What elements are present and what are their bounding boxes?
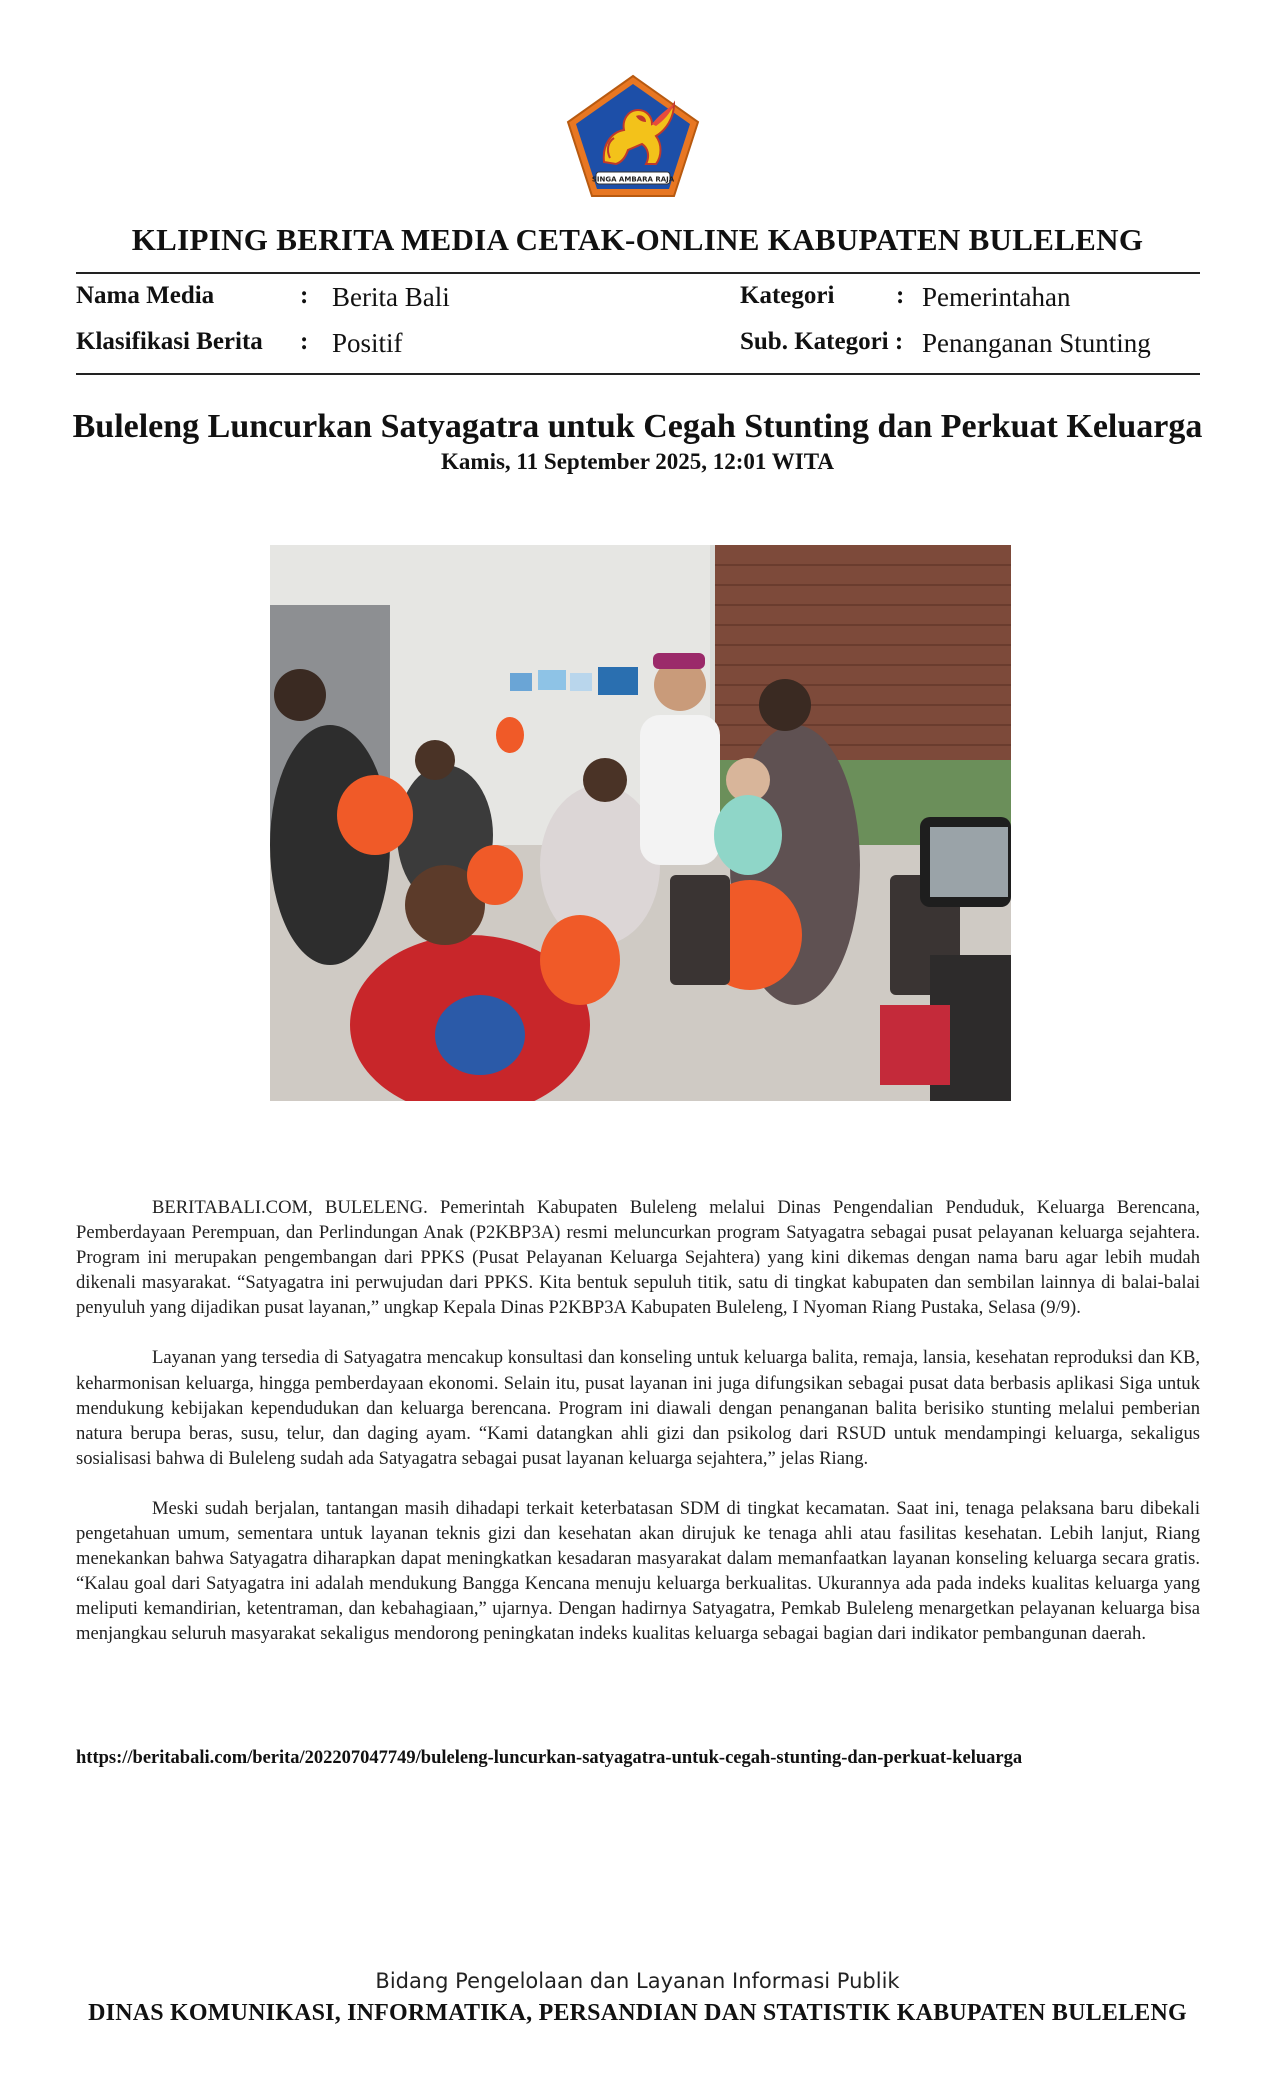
- footer-unit: Bidang Pengelolaan dan Layanan Informasi Publik: [375, 1969, 900, 1993]
- header-divider-top: [76, 272, 1200, 274]
- subcategory-value: Penanganan Stunting: [922, 328, 1151, 358]
- article-photo: [270, 545, 1011, 1101]
- buleleng-regency-emblem-icon: [566, 74, 700, 200]
- category-label: Kategori: [740, 282, 835, 309]
- kliping-title: KLIPING BERITA MEDIA CETAK-ONLINE KABUPATEN BULELENG: [131, 222, 1144, 257]
- media-name-label: Nama Media: [76, 282, 215, 309]
- classification-label: Klasifikasi Berita: [76, 328, 263, 355]
- subcategory-label: Sub. Kategori :: [740, 328, 904, 355]
- emblem-motto: SINGA AMBARA RAJA: [591, 175, 675, 184]
- category-value: Pemerintahan: [922, 282, 1071, 312]
- article-body: [76, 1195, 1200, 1672]
- category-colon: :: [896, 282, 905, 309]
- article-paragraph: BERITABALI.COM, BULELENG. Pemerintah Kabupaten Buleleng melalui Dinas Pengendalian Penduduk, Keluarga Berencana, Pemberdayaan Perempuan, dan Perlindungan Anak (P2KBP3A) resmi meluncurkan program Satyagatra sebagai pusat pelayanan keluarga sejahtera. Program ini merupakan pengembangan dari PPKS (Pusat Pelayanan Keluarga Sejahtera) yang kini dikemas dengan nama baru agar lebih mudah dikenali masyarakat. “Satyagatra ini perwujudan dari PPKS. Kita bentuk sepuluh titik, satu di tingkat kabupaten dan sembilan lainnya di balai-balai penyuluh yang dijadikan pusat layanan,” ungkap Kepala Dinas P2KBP3A Kabupaten Buleleng, I Nyoman Riang Pustaka, Selasa (9/9).: [76, 1197, 1200, 1319]
- header-divider-bottom: [76, 373, 1200, 375]
- media-name-colon: :: [300, 282, 309, 309]
- source-url-link[interactable]: https://beritabali.com/berita/202207047749/buleleng-luncurkan-satyagatra-untuk-cegah-stunting-dan-perkuat-keluarga: [76, 1748, 1023, 1768]
- footer-agency: DINAS KOMUNIKASI, INFORMATIKA, PERSANDIAN DAN STATISTIK KABUPATEN BULELENG: [88, 2000, 1187, 2026]
- article-paragraph: Layanan yang tersedia di Satyagatra mencakup konsultasi dan konseling untuk keluarga balita, remaja, lansia, kesehatan reproduksi dan KB, keharmonisan keluarga, hingga pemberdayaan ekonomi. Selain itu, pusat layanan ini juga difungsikan sebagai pusat data berbasis aplikasi Siga untuk mendukung kebijakan kependudukan dan keluarga berencana. Program ini diawali dengan penanganan balita berisiko stunting melalui pemberian natura berupa beras, susu, telur, dan daging ayam. “Kami datangkan ahli gizi dan psikolog dari RSUD untuk mendampingi keluarga, sekaligus sosialisasi bahwa di Buleleng sudah ada Satyagatra sebagai pusat layanan keluarga sejahtera,” jelas Riang.: [76, 1347, 1200, 1469]
- article-headline: Buleleng Luncurkan Satyagatra untuk Cegah Stunting dan Perkuat Keluarga: [72, 408, 1203, 445]
- classification-value: Positif: [332, 328, 403, 358]
- classification-colon: :: [300, 328, 309, 355]
- media-name-value: Berita Bali: [332, 282, 450, 312]
- article-dateline: Kamis, 11 September 2025, 12:01 WITA: [441, 449, 834, 474]
- article-paragraph: Meski sudah berjalan, tantangan masih dihadapi terkait keterbatasan SDM di tingkat kecamatan. Saat ini, tenaga pelaksana baru dibekali pengetahuan umum, sementara untuk layanan teknis gizi dan kesehatan akan dirujuk ke tenaga ahli atau fasilitas kesehatan. Lebih lanjut, Riang menekankan bahwa Satyagatra diharapkan dapat meningkatkan kesadaran masyarakat dalam memanfaatkan layanan konseling keluarga secara gratis. “Kalau goal dari Satyagatra ini adalah mendukung Bangga Kencana menuju keluarga berkualitas. Ukurannya ada pada indeks kualitas keluarga yang meliputi kemandirian, ketentraman, dan kebahagiaan,” ujarnya. Dengan hadirnya Satyagatra, Pemkab Buleleng menargetkan pelayanan keluarga bisa menjangkau seluruh masyarakat sekaligus mendorong peningkatan indeks kualitas keluarga sebagai bagian dari indikator pembangunan daerah.: [76, 1497, 1200, 1645]
